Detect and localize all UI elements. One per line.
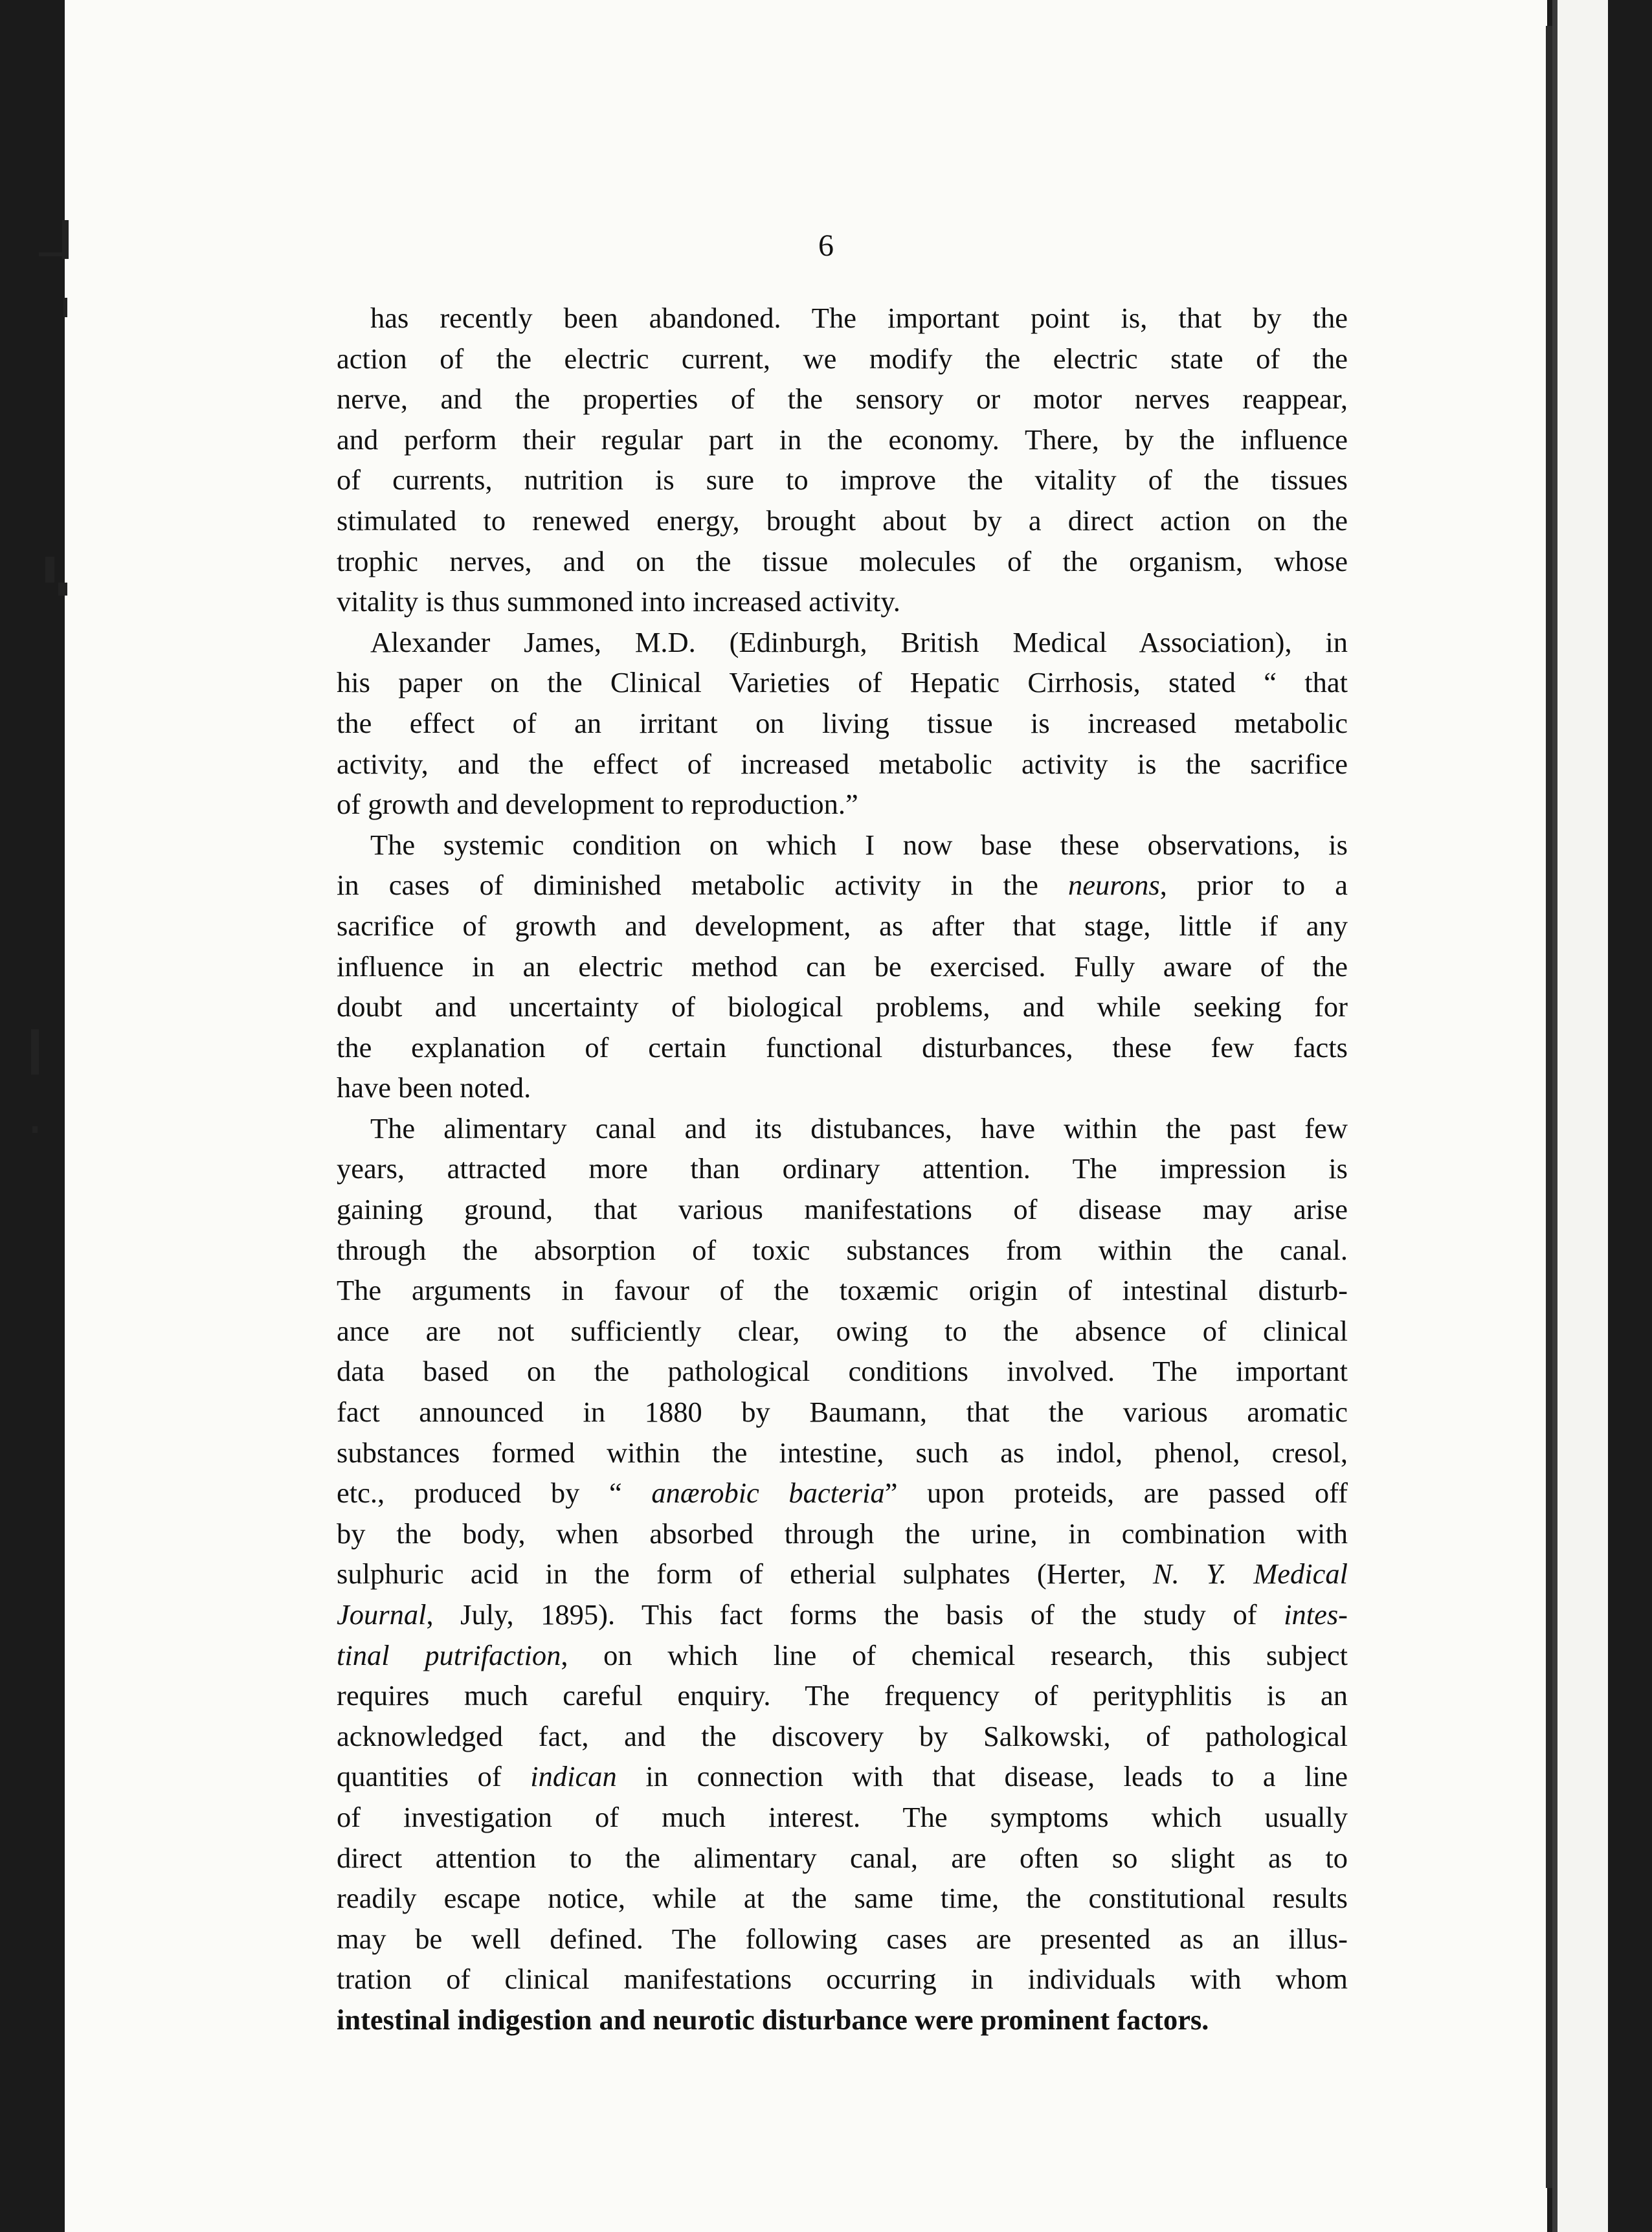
text-line: intestinal indigestion and neurotic disturbance were prominent factors. — [337, 2003, 1209, 2036]
text-line: requires much careful enquiry. The frequency of perityphlitis is an — [337, 1679, 1348, 1712]
text-line: sulphuric acid in the form of etherial sulphates (Herter, N. Y. Medical — [337, 1557, 1348, 1590]
text-line: doubt and uncertainty of biological problems, and while seeking for — [337, 990, 1348, 1023]
text-line: direct attention to the alimentary canal, are often so slight as to — [337, 1841, 1348, 1874]
text-line: trophic nerves, and on the tissue molecules of the organism, whose — [337, 544, 1348, 577]
text-line: may be well defined. The following cases are presented as an illus- — [337, 1922, 1348, 1955]
text-line: Journal, July, 1895). This fact forms the basis of the study of intes- — [337, 1598, 1348, 1631]
text-line: gaining ground, that various manifestations of disease may arise — [337, 1193, 1348, 1226]
text-line: acknowledged fact, and the discovery by Salkowski, of pathological — [337, 1719, 1348, 1752]
text-line: of currents, nutrition is sure to improve the vitality of the tissues — [337, 463, 1348, 497]
text-line: tration of clinical manifestations occurring in individuals with whom — [337, 1963, 1348, 1996]
body-text — [337, 298, 1348, 2040]
italic-term: N. Y. Medical — [1152, 1557, 1348, 1590]
text-line: readily escape notice, while at the same time, the constitutional results — [337, 1882, 1348, 1915]
text-line: quantities of indican in connection with that disease, leads to a line — [337, 1760, 1348, 1793]
text-line: The arguments in favour of the toxæmic origin of intestinal disturb- — [337, 1274, 1348, 1307]
scan-artifact — [32, 1126, 38, 1133]
text-line: nerve, and the properties of the sensory or motor nerves reappear, — [337, 383, 1348, 416]
text-line: have been noted. — [337, 1071, 531, 1104]
text-line: action of the electric current, we modify the electric state of the — [337, 342, 1348, 375]
text-line: has recently been abandoned. The important point is, that by the — [370, 302, 1348, 334]
scan-artifact — [31, 1029, 39, 1075]
text-line: influence in an electric method can be exercised. Fully aware of the — [337, 950, 1348, 983]
paragraph — [337, 622, 1348, 825]
text-line: data based on the pathological conditions involved. The important — [337, 1355, 1348, 1388]
text-line: the explanation of certain functional disturbances, these few facts — [337, 1031, 1348, 1064]
adjacent-page-strip — [1557, 0, 1608, 2232]
scan-artifact — [58, 583, 67, 596]
italic-term: anærobic bacteria — [651, 1477, 885, 1510]
paragraph — [337, 1108, 1348, 2040]
text-line: etc., produced by “ anærobic bacteria” upon proteids, are passed off — [337, 1477, 1348, 1510]
italic-term: indican — [530, 1760, 617, 1793]
text-line: through the absorption of toxic substances from within the canal. — [337, 1233, 1348, 1266]
text-line: substances formed within the intestine, such as indol, phenol, cresol, — [337, 1436, 1348, 1469]
text-line: of investigation of much interest. The symptoms which usually — [337, 1800, 1348, 1833]
text-line: The systemic condition on which I now base these observations, is — [370, 828, 1348, 861]
binding-gutter — [1552, 0, 1557, 2232]
text-line: stimulated to renewed energy, brought about by a direct action on the — [337, 504, 1348, 537]
text-line: the effect of an irritant on living tissue is increased metabolic — [337, 706, 1348, 739]
text-line: Alexander James, M.D. (Edinburgh, British Medical Association), in — [370, 625, 1348, 658]
italic-term: Journal — [337, 1598, 427, 1631]
text-line: tinal putrifaction, on which line of chemical research, this subject — [337, 1638, 1348, 1671]
text-line: of growth and development to reproduction.” — [337, 788, 858, 821]
text-line: by the body, when absorbed through the urine, in combination with — [337, 1517, 1348, 1550]
italic-term: tinal putrifaction — [337, 1638, 561, 1671]
text-line: his paper on the Clinical Varieties of Hepatic Cirrhosis, stated “ that — [337, 666, 1348, 699]
text-line: fact announced in 1880 by Baumann, that the various aromatic — [337, 1396, 1348, 1429]
italic-term: intes- — [1284, 1598, 1348, 1631]
text-line: vitality is thus summoned into increased activity. — [337, 585, 900, 618]
text-line: The alimentary canal and its distubances, have within the past few — [370, 1111, 1348, 1144]
scan-artifact — [63, 298, 67, 317]
text-line: activity, and the effect of increased metabolic activity is the sacrifice — [337, 747, 1348, 780]
text-line: in cases of diminished metabolic activity in the neurons, prior to a — [337, 869, 1348, 902]
paragraph — [337, 298, 1348, 622]
text-line: years, attracted more than ordinary attention. The impression is — [337, 1152, 1348, 1185]
text-line: and perform their regular part in the economy. There, by the influence — [337, 423, 1348, 456]
page-number: 6 — [818, 229, 834, 263]
text-line: sacrifice of growth and development, as after that stage, little if any — [337, 909, 1348, 942]
italic-term: neurons — [1067, 869, 1160, 902]
paragraph — [337, 825, 1348, 1108]
scan-artifact — [45, 557, 54, 583]
text-line: ance are not sufficiently clear, owing to the absence of clinical — [337, 1314, 1348, 1347]
